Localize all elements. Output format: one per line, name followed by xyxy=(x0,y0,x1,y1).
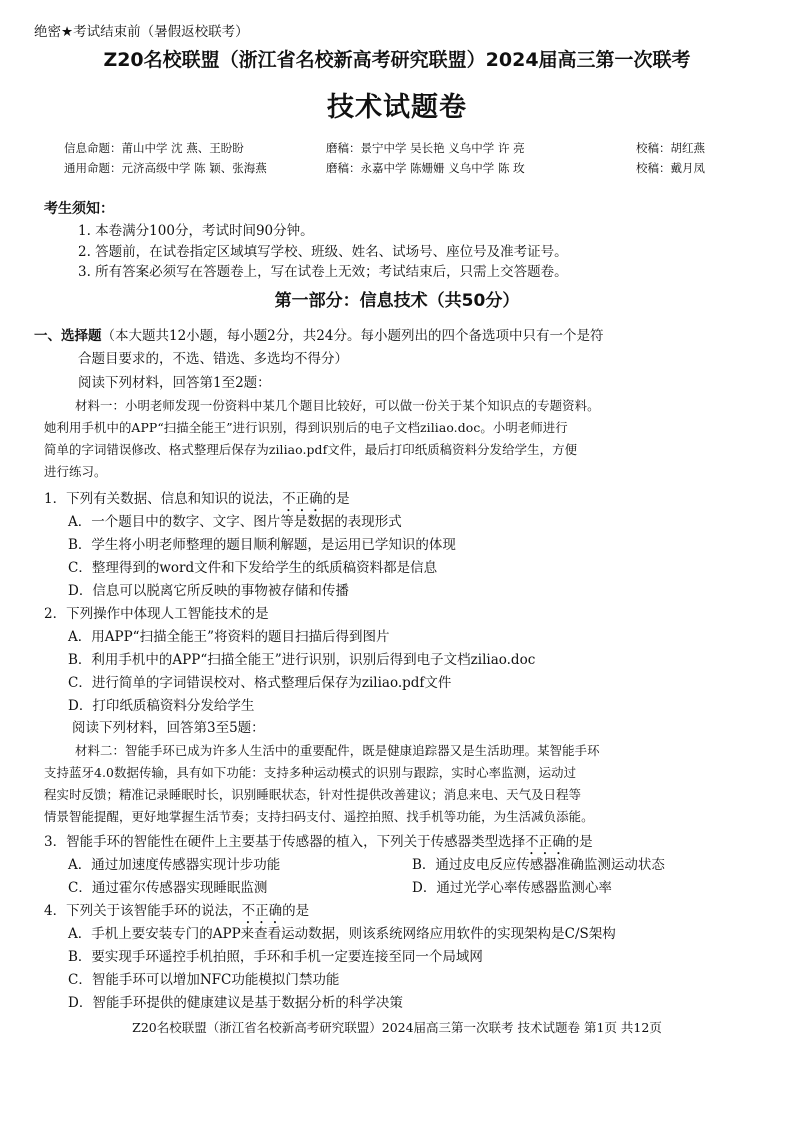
material2-line: 程实时反馈；精准记录睡眠时长，识别睡眠状态，针对性提供改善建议；消息来电、天气及日程等 xyxy=(44,787,582,802)
q1-option-d: D．信息可以脱离它所反映的事物被存储和传播 xyxy=(68,583,349,599)
material1-line: 材料一：小明老师发现一份资料中某几个题目比较好，可以做一份关于某个知识点的专题资料。 xyxy=(75,398,600,413)
q1-option-c: C．整理得到的word文件和下发给学生的纸质稿资料都是信息 xyxy=(68,560,438,576)
stem-text: 的是 xyxy=(322,491,350,507)
credit-value: 胡红燕 xyxy=(670,141,705,155)
credit-row1-col2 xyxy=(326,140,525,156)
q4-option-c: C．智能手环可以增加NFC功能模拟门禁功能 xyxy=(68,972,340,988)
exam-title: Z20名校联盟（浙江省名校新高考研究联盟）2024届高三第一次联考 xyxy=(103,49,691,71)
credit-value: 景宁中学 吴长艳 义乌中学 许 亮 xyxy=(360,141,525,155)
q1-option-b: B．学生将小明老师整理的题目顺利解题，是运用已学知识的体现 xyxy=(68,537,456,553)
credit-row2-col3 xyxy=(636,160,705,176)
credit-value: 莆山中学 沈 燕、王盼盼 xyxy=(121,141,244,155)
paper-title: 技术试题卷 xyxy=(327,92,467,123)
q1-option-a: A．一个题目中的数字、文字、图片等是数据的表现形式 xyxy=(68,514,402,530)
page-footer: Z20名校联盟（浙江省名校新高考研究联盟）2024届高三第一次联考 技术试题卷 第1页 共12页 xyxy=(132,1020,662,1035)
credit-label: 校稿： xyxy=(636,141,671,155)
notice-item: 1. 本卷满分100分，考试时间90分钟。 xyxy=(78,223,314,239)
emphasis-text: 不正确 xyxy=(282,491,323,507)
material2-line: 材料二：智能手环已成为许多人生活中的重要配件，既是健康追踪器又是生活助理。某智能手环 xyxy=(75,743,600,758)
material1-line: 她利用手机中的APP“扫描全能王”进行识别，得到识别后的电子文档ziliao.doc。小明老师进行 xyxy=(44,420,568,435)
reading-instruction-2: 阅读下列材料，回答第3至5题： xyxy=(72,720,265,736)
confidential-label: 绝密★考试结束前（暑假返校联考） xyxy=(34,24,249,40)
credit-label: 校稿： xyxy=(636,161,671,175)
credit-value: 永嘉中学 陈姗姗 义乌中学 陈 玫 xyxy=(360,161,525,175)
q3-option-b: B．通过皮电反应传感器准确监测运动状态 xyxy=(412,857,665,873)
q3-option-c: C．通过霍尔传感器实现睡眠监测 xyxy=(68,880,268,896)
stem-text: 的是 xyxy=(565,834,593,850)
credit-row1-col3 xyxy=(636,140,705,156)
material1-line: 进行练习。 xyxy=(44,464,107,479)
stem-text: 4．下列关于该智能手环的说法， xyxy=(44,903,242,919)
notice-heading: 考生须知： xyxy=(44,201,114,217)
q4-option-d: D．智能手环提供的健康建议是基于数据分析的科学决策 xyxy=(68,995,403,1011)
section-title: 第一部分：信息技术（共50分） xyxy=(274,291,520,311)
material1-line: 简单的字词错误修改、格式整理后保存为ziliao.pdf文件，最后打印纸质稿资料分发给学生，方便 xyxy=(44,442,578,457)
question-2-stem: 2．下列操作中体现人工智能技术的是 xyxy=(44,606,269,622)
material2-line: 支持蓝牙4.0数据传输，具有如下功能：支持多种运动模式的识别与跟踪，实时心率监测，运动过 xyxy=(44,765,577,780)
credit-row2-col2 xyxy=(326,160,525,176)
credit-label: 通用命题： xyxy=(64,161,122,175)
q3-option-a: A．通过加速度传感器实现计步功能 xyxy=(68,857,281,873)
part1-heading-desc: （本大题共12小题，每小题2分，共24分。每小题列出的四个备选项中只有一个是符 xyxy=(101,328,604,344)
emphasis-text: 不正确 xyxy=(525,834,566,850)
stem-text: 3．智能手环的智能性在硬件上主要基于传感器的植入，下列关于传感器类型选择 xyxy=(44,834,526,850)
q2-option-a: A．用APP“扫描全能王”将资料的题目扫描后得到图片 xyxy=(68,629,390,645)
credit-label: 磨稿： xyxy=(326,141,361,155)
credit-label: 磨稿： xyxy=(326,161,361,175)
q4-option-b: B．要实现手环遥控手机拍照，手环和手机一定要连接至同一个局域网 xyxy=(68,949,483,965)
notice-item: 3. 所有答案必须写在答题卷上，写在试卷上无效；考试结束后，只需上交答题卷。 xyxy=(78,264,568,280)
stem-text: 的是 xyxy=(282,903,310,919)
credit-label: 信息命题： xyxy=(64,141,122,155)
part1-heading-label: 一、选择题 xyxy=(34,328,102,344)
part1-heading-line2: 合题目要求的，不选、错选、多选均不得分） xyxy=(78,351,348,367)
q2-option-d: D．打印纸质稿资料分发给学生 xyxy=(68,698,255,714)
credit-value: 元济高级中学 陈 颖、张海燕 xyxy=(121,161,267,175)
credit-value: 戴月凤 xyxy=(670,161,705,175)
q4-option-a: A．手机上要安装专门的APP来查看运动数据，则该系统网络应用软件的实现架构是C/S架构 xyxy=(68,926,616,942)
q2-option-b: B．利用手机中的APP“扫描全能王”进行识别，识别后得到电子文档ziliao.doc xyxy=(68,652,536,668)
credit-row1-col1 xyxy=(64,140,244,156)
credit-row2-col1 xyxy=(64,160,267,176)
emphasis-text: 不正确 xyxy=(241,903,283,919)
q2-option-c: C．进行简单的字词错误校对、格式整理后保存为ziliao.pdf文件 xyxy=(68,675,452,691)
part1-heading xyxy=(34,324,603,344)
q3-option-d: D．通过光学心率传感器监测心率 xyxy=(412,880,612,896)
material2-line: 情景智能提醒，更好地掌握生活节奏；支持扫码支付、遥控拍照、找手机等功能，为生活减负添能。 xyxy=(44,809,594,824)
notice-item: 2. 答题前，在试卷指定区域填写学校、班级、姓名、试场号、座位号及准考证号。 xyxy=(78,244,568,260)
reading-instruction-1: 阅读下列材料，回答第1至2题： xyxy=(78,375,271,391)
stem-text: 1．下列有关数据、信息和知识的说法， xyxy=(44,491,283,507)
